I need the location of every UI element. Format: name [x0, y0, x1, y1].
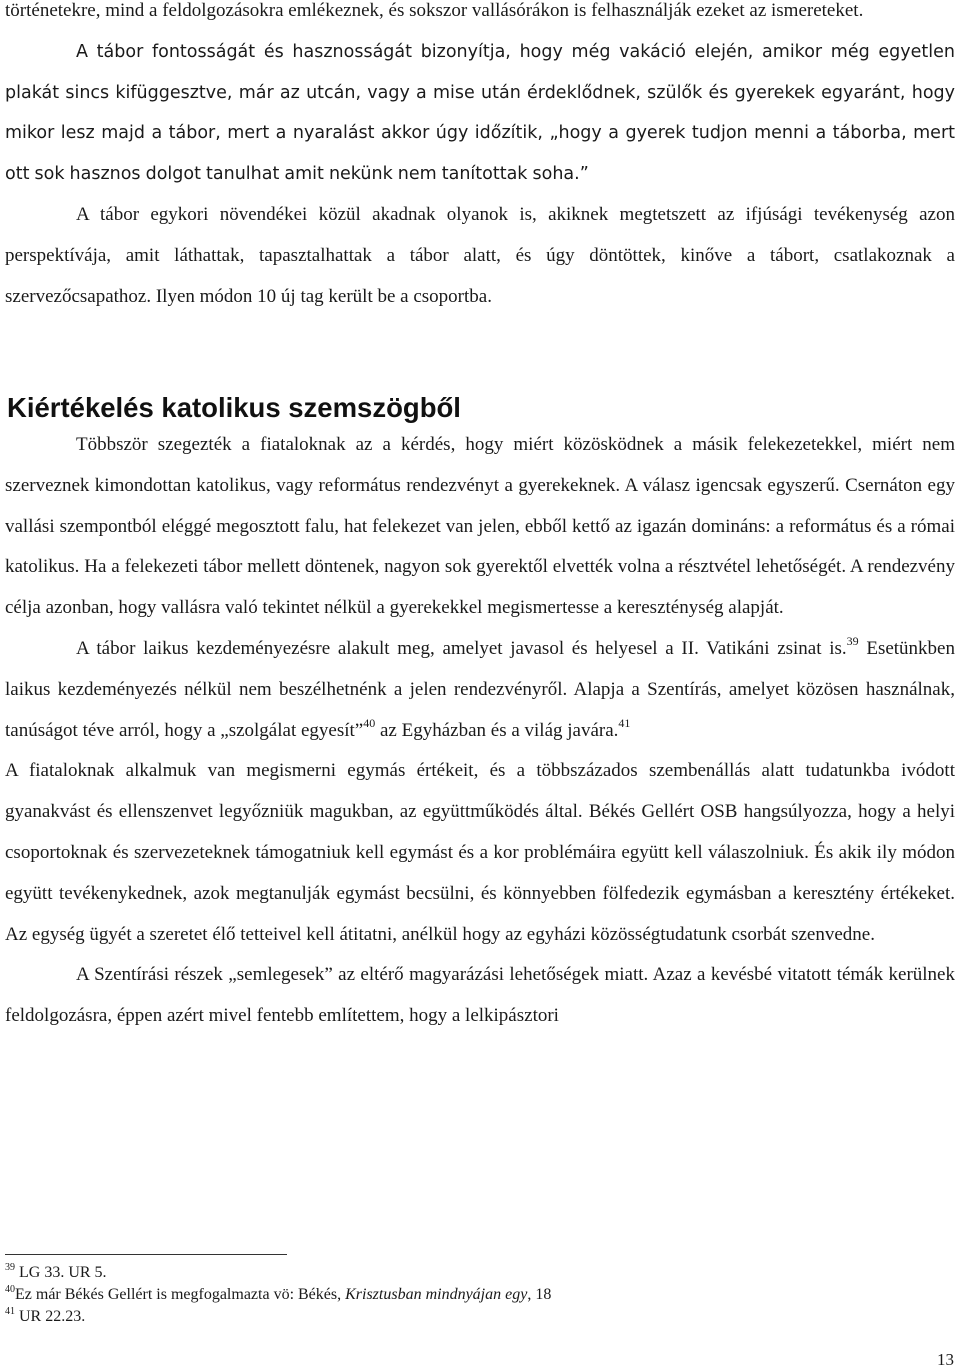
- footnote-text-end: , 18: [527, 1286, 552, 1303]
- footnote-number: 41: [5, 1306, 15, 1317]
- paragraph-5: [5, 629, 955, 751]
- section-heading: Kiértékelés katolikus szemszögből: [7, 392, 461, 423]
- footnote-separator: [5, 1254, 287, 1255]
- paragraph-2: A tábor fontosságát és hasznosságát bizonyítja, hogy még vakáció elején, amikor még egyetlen plakát sincs kifüggesztve, már az utcán, vagy a mise után érdeklődnek, szülők és gyerekek egyaránt, hogy mikor lesz majd a tábor, mert a nyaralást akkor úgy időzítik, „hogy a gyerek tudjon menni a táborba, mert ott sok hasznos dolgot tanulhat amit nekünk nem tanítottak soha.”: [5, 41, 955, 185]
- page-number: 13: [937, 1350, 954, 1369]
- footnotes: [5, 1262, 905, 1328]
- paragraph-4: Többször szegezték a fiataloknak az a kérdés, hogy miért közösködnek a másik felekezetekkel, miért nem szerveznek kimondottan katolikus, vagy református rendezvényt a gyerekeknek. A válasz igencsak egyszerű. Csernáton egy vallási szempontból eléggé megosztott falu, hat felekezet van jelen, ebből kettő az igazán domináns: a református és a római katolikus. Ha a felekezeti tábor mellett döntenek, nagyon sok gyerektől elvették volna a résztvétel lehetőségét. A rendezvény célja azonban, hogy vallásra való tekintet nélkül a gyerekekkel megismertesse a kereszténység alapját.: [5, 434, 955, 619]
- footnote-ref-41[interactable]: 41: [618, 715, 631, 730]
- footnote-ref-39[interactable]: 39: [846, 633, 859, 648]
- paragraph-5-part-1: A tábor laikus kezdeményezésre alakult meg, amelyet javasol és helyesel a II. Vatikáni zsinat is.: [76, 637, 847, 659]
- footnote-number: 39: [5, 1262, 15, 1273]
- footnote-text: Ez már Békés Gellért is megfogalmazta vö: Békés,: [15, 1286, 346, 1303]
- section-intro: [5, 0, 955, 317]
- footnote-ref-40[interactable]: 40: [363, 715, 376, 730]
- paragraph-5-part-2: Esetünkben laikus kezdeményezés nélkül nem beszélhetnénk a jelen rendezvényről. Alapja a Szentírás, amelyet közösen használnak, tanúságot téve arról, hogy a „szolgálat egyesít”: [5, 637, 955, 741]
- footnote-39: [5, 1262, 905, 1284]
- paragraph-1: történetekre, mind a feldolgozásokra emlékeznek, és sokszor vallásórákon is felhasználják ezeket az ismereteket.: [5, 0, 864, 21]
- paragraph-6: A fiataloknak alkalmuk van megismerni egymás értékeit, és a többszázados szembenállás alatt tudatunkba ivódott gyanakvást és ellenszenvet legyőzniük magukban, az együttműködés által. Békés Gellért OSB hangsúlyozza, hogy a helyi csoportoknak és szervezeteknek támogatniuk kell egymást és a kor problémáira együtt kell válaszolniuk. És akik ily módon együtt tevékenykednek, azok megtanulják egymást becsülni, és könnyebben fölfedezik egymásban a keresztény értékeket. Az egység ügyét a szeretet élő tetteivel kell átitatni, anélkül hogy az egyházi közösségtudatunk csorbát szenvedne.: [5, 760, 955, 945]
- footnote-41: [5, 1306, 905, 1328]
- paragraph-7: A Szentírási részek „semlegesek” az eltérő magyarázási lehetőségek miatt. Azaz a kevésbé vitatott témák kerülnek feldolgozásra, éppen azért mivel fentebb említettem, hogy a lelkipásztori: [5, 964, 955, 1027]
- footnote-40: [5, 1284, 905, 1306]
- paragraph-3: A tábor egykori növendékei közül akadnak olyanok is, akiknek megtetszett az ifjúsági tevékenység azon perspektívája, amit láthattak, tapasztalhattak a tábor alatt, és úgy döntöttek, kinőve a tábort, csatlakoznak a szervezőcsapathoz. Ilyen módon 10 új tag került be a csoportba.: [5, 203, 955, 307]
- footnote-book-title: Krisztusban mindnyájan egy: [345, 1286, 528, 1303]
- footnote-text: UR 22.23.: [15, 1308, 86, 1325]
- paragraph-5-part-3: az Egyházban és a világ javára.: [375, 719, 619, 741]
- footnote-text: LG 33. UR 5.: [15, 1264, 107, 1281]
- section-evaluation: [5, 425, 955, 1037]
- footnote-number: 40: [5, 1284, 15, 1295]
